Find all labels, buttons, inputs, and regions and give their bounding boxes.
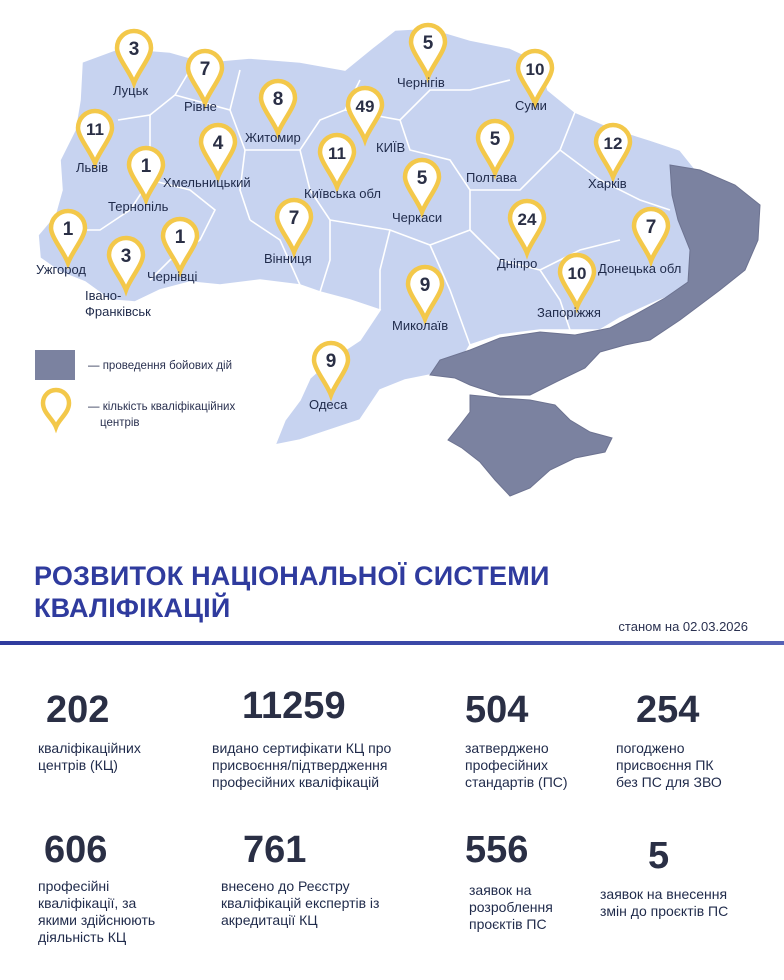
city-label: Тернопіль [108, 199, 169, 214]
stat-value: 11259 [242, 685, 346, 727]
city-label: Донецька обл [598, 261, 682, 276]
pin-count: 49 [355, 97, 375, 116]
pin-count: 10 [567, 264, 587, 283]
stat-value: 254 [636, 689, 700, 731]
pin-count: 1 [62, 219, 74, 240]
pin-count: 11 [328, 144, 346, 163]
stat-value: 504 [465, 689, 529, 731]
stat-standard-requests [465, 830, 553, 933]
city-label: КИЇВ [376, 140, 406, 155]
pin-count: 8 [272, 89, 284, 110]
city-label: Житомир [245, 130, 301, 145]
city-label: Миколаїв [392, 318, 449, 333]
legend-pin-icon [43, 390, 69, 427]
city-label: Ужгород [36, 262, 86, 277]
city-label: Черкаси [392, 210, 443, 225]
legend-occupied-label: — проведення бойових дій [88, 360, 233, 372]
stat-label: кваліфікаційних центрів (КЦ) [38, 740, 141, 773]
pin-count: 12 [603, 134, 623, 153]
pin-count: 9 [419, 275, 431, 296]
stat-label: професійні кваліфікації, за якими здійснюють діяльність КЦ [38, 878, 156, 945]
pin-count: 7 [645, 217, 657, 238]
city-label: Луцьк [113, 83, 149, 98]
page-title [34, 560, 550, 624]
pin-count: 7 [199, 59, 211, 80]
stat-label: затверджено професійних стандартів (ПС) [465, 740, 568, 790]
stat-label: внесено до Реєстру кваліфікацій експертів із акредитації КЦ [221, 878, 380, 928]
pin-count: 1 [140, 156, 152, 177]
city-label: Одеса [309, 397, 348, 412]
stat-value: 606 [44, 829, 108, 871]
stat-label: заявок на внесення змін до проєктів ПС [600, 886, 729, 919]
pin-count: 10 [525, 60, 545, 79]
stat-value: 556 [465, 829, 529, 871]
stat-value: 5 [648, 835, 670, 877]
legend-pins-label-2: центрів [100, 417, 140, 429]
city-label: Рівне [184, 99, 217, 114]
map-legend [35, 350, 235, 429]
legend-pins-label-1: — кількість кваліфікаційних [88, 401, 236, 413]
title-line-1: РОЗВИТОК НАЦІОНАЛЬНОЇ СИСТЕМИ [34, 561, 550, 591]
city-label: Франківськ [85, 304, 151, 319]
city-label: Вінниця [264, 251, 312, 266]
pin-count: 11 [86, 120, 104, 139]
pin-count: 24 [517, 210, 537, 229]
stat-qualifications [38, 829, 156, 946]
legend-occupied-swatch [35, 350, 75, 380]
stat-standards [465, 690, 568, 791]
city-label: Запоріжжя [537, 305, 601, 320]
pin-count: 9 [325, 351, 337, 372]
pin-count: 7 [288, 208, 300, 229]
city-label: Івано- [85, 288, 122, 303]
city-label: Львів [76, 160, 109, 175]
divider [0, 641, 784, 645]
stat-label: погоджено присвоєння ПК без ПС для ЗВО [616, 740, 722, 790]
pin-count: 5 [422, 33, 434, 54]
stat-approvals [616, 689, 722, 791]
pin-count: 1 [174, 227, 186, 248]
city-label: Дніпро [497, 256, 538, 271]
stat-label: заявок на розроблення проєктів ПС [469, 882, 553, 932]
pin-count: 3 [128, 39, 140, 60]
pin-count: 5 [489, 129, 501, 150]
city-label: Полтава [466, 170, 517, 185]
city-label: Хмельницький [163, 175, 251, 190]
pin-count: 3 [120, 246, 132, 267]
city-label: Чернівці [147, 269, 198, 284]
city-label: Суми [515, 98, 547, 113]
stat-experts [221, 829, 380, 929]
as-of-date: станом на 02.03.2026 [618, 619, 748, 634]
pin-count: 5 [416, 168, 428, 189]
city-label: Чернігів [397, 75, 445, 90]
title-line-2: КВАЛІФІКАЦІЙ [34, 593, 231, 623]
stat-change-requests [600, 835, 729, 920]
stat-qualification-centers [38, 689, 141, 774]
pin-count: 4 [212, 133, 224, 154]
occupied-crimea [448, 395, 612, 496]
stat-value: 202 [46, 689, 110, 731]
city-label: Київська обл [304, 186, 381, 201]
stat-certificates [212, 685, 392, 791]
stat-value: 761 [243, 829, 307, 871]
stat-label: видано сертифікати КЦ про присвоєння/підтвердження професійних кваліфікацій [212, 740, 392, 790]
city-label: Харків [588, 176, 627, 191]
